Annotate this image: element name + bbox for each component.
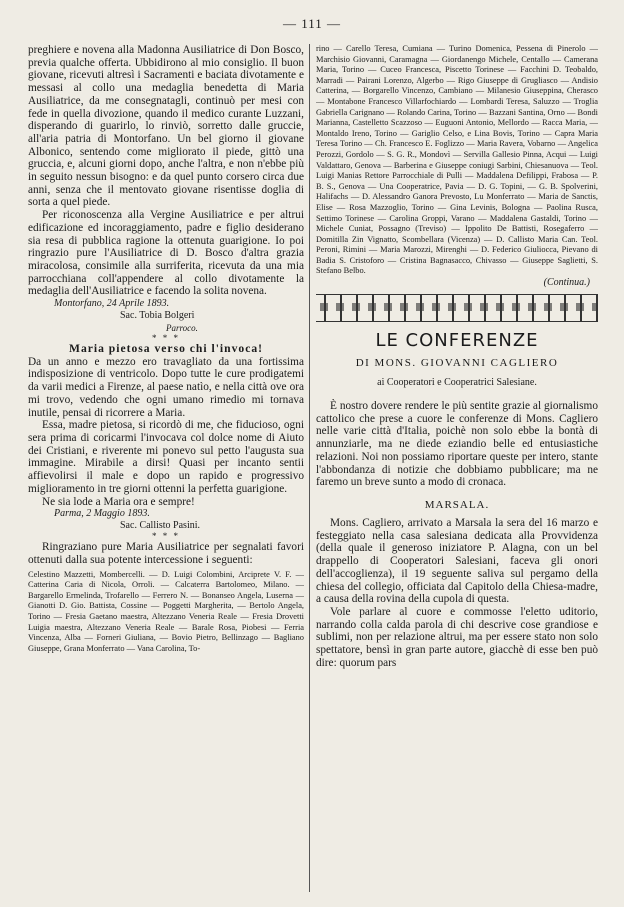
paragraph: Ne sia lode a Maria ora e sempre! — [42, 495, 195, 508]
separator-stars: * * * — [152, 531, 180, 542]
names-list: Celestino Mazzetti, Mombercelli. — D. Luigi Colombini, Arciprete V. F. — Catterina Caria di Nicola, Orroli. — Calcaterra Bartolomeo, Milano. — Bargarello Ermelinda, Trofarello — Ferrero N. — Bonanseo Angela, Luserna — Gianotti D. Gio. Battista, Cossine — Poggetti Margherita, — Bertolo Angela, Torino — Fresia Gaetano maestra, Altezzano Veneria Reale — Fresia Drovetti Luigia maestra, Altezzano Veneria Reale — Barale Rosa, Piobesi — Ferria Vincenza, Alba — Forneri Giuliana, — Bovio Pietro, Bellinzago — Bagliano Giuseppe, Grana Monferrato — Vana Carolina, To- — [28, 569, 304, 653]
paragraph: Da un anno e mezzo ero travagliato da una fortissima indisposizione di ventricolo. Dopo tutte le cure prodigatemi da varii medici a Firenze, al paese natìo, e nella città ove ora mi trovo, vedendo che ogni umano rimedio mi tornava inutile, pensai di ricorrere a Maria. — [28, 355, 304, 419]
dateline: Montorfano, 24 Aprile 1893. — [54, 298, 170, 310]
paragraph: preghiere e novena alla Madonna Ausiliatrice di Don Bosco, previa qualche offerta. Ubbidirono al mio consiglio. Il buon giovane, ricevuti altresì i Sacramenti e baciata divotamente e messasi al collo una medaglia benedetta di Maria Ausiliatrice, da me consegnatagli, continuò per mesi con fede in quella divozione, quando il medico curante Luzzani, disperando di guarirlo, lo rinviò, sorretto dalle gruccie, all'aria patria di Montorfano. Un bel giorno il giovane Albonico, sentendo come migliorato il piede, gittò una gruccia, e, alcuni giorni dopo, anche l'altra, e non n'ebbe più in seguito nessun bisogno: e da quel punto corsero circa due anni, senza che il mentovato giovane risentisse doglia di sorta a quel piede. — [28, 44, 304, 209]
paragraph: Essa, madre pietosa, si ricordò di me, che fiducioso, ogni sera prima di coricarmi l'invocava col dolce nome di Aiuto dei Cristiani, e riverente mi ponevo sul petto l'augusta sua immagine. Mirabile a dirsi! Quasi per incanto sentii affievolirsi il male e dopo un rapido e progressivo miglioramento in tre giorni ottenni la perfetta guarigione. — [28, 419, 304, 495]
right-column — [316, 44, 598, 669]
paragraph: È nostro dovere rendere le più sentite grazie al giornalismo cattolico che prese a cuore le conferenze di Mons. Cagliero nelle varie città d'Italia, poichè non solo ebbe la bontà di annunziarle, ma ne diede eziandio belle ed entusiastiche relazioni. Noi non possiamo riportare queste per intero, stante l'abbondanza di notizie che dobbiamo pubblicare; ma ne faremo un breve sunto a modo di cronaca. — [316, 400, 598, 489]
separator-stars: * * * — [152, 333, 180, 344]
article-author: DI MONS. GIOVANNI CAGLIERO — [355, 357, 559, 370]
continued-note: (Continua.) — [543, 277, 590, 289]
section-heading: Maria pietosa verso chi l'invoca! — [69, 342, 263, 356]
signature-role: Parroco. — [166, 323, 198, 334]
decorative-border — [316, 294, 598, 322]
section-heading: MARSALA. — [424, 498, 490, 511]
paragraph: Mons. Cagliero, arrivato a Marsala la sera del 16 marzo e festeggiato nella casa salesiana dedicata alla Provvidenza (della quale il generoso iniziatore P. Alagna, con un bel drappello di Cooperatori Salesiani, faceva gli onori dell'accoglienza), il 19 seguente saliva sul pergamo della chiesa del collegio, officiata dal Capitolo della Chiesa-madre, a causa della rovina della cupola di questa. — [316, 516, 598, 606]
signature: Sac. Callisto Pasini. — [120, 520, 200, 532]
paragraph: Per riconoscenza alla Vergine Ausiliatrice e per altrui edificazione ed incoraggiamento, padre e figlio desiderano sia resa di pubblica ragione la ottenuta guarigione. Io poi ringrazio pure l'Ausiliatrice di D. Bosco d'altra grazia miracolosa, consimile alla surriferita, ricevuta da una mia parrocchiana coll'appendere al collo divotamente la medaglia dell'Ausiliatrice e facendo la solita novena. — [28, 209, 304, 298]
dateline: Parma, 2 Maggio 1893. — [54, 508, 150, 520]
article-title: LE CONFERENZE — [375, 330, 539, 352]
article-subtitle: ai Cooperatori e Cooperatrici Salesiane. — [377, 377, 537, 389]
paragraph: Ringraziano pure Maria Ausiliatrice per segnalati favori ottenuti dalla sua potente intercessione i seguenti: — [28, 541, 304, 566]
left-column — [28, 44, 304, 654]
page-number: — 111 — — [282, 16, 342, 31]
signature: Sac. Tobia Bolgeri — [120, 310, 195, 322]
names-list: rino — Carello Teresa, Cumiana — Turino Domenica, Pessena di Pinerolo — Marchisio Giovanni, Caramagna — Giordanengo Michele, Centallo — Camerana Maria, Torino — Cuceo Francesca, Piscetto Torinese — Facchini D. Teobaldo, Marradi — Pairani Lorenzo, Algerbo — Rigo Giuseppe di Grugliasco — Andisio Catterina, — Borgarello Vincenzo, Cambiano — Milanesio Giuseppina, Cherasco — Montabone Francesco Villarfochiardo — Lombardi Teresa, Saluzzo — Troglia Gabriella Carignano — Rolando Carina, Torino — Bazzani Santina, Orno — Bondi Marianna, Castelletto Scazzoso — Euguoni Antonio, Mellordo — Racca Maria, — Montaldo Ireno, Torino — Gariglio Celso, e Lina Bovis, Torino — Capra Maria Teresa Torino — Ch. Francesco E. Foglizzo — Maria Ravera, Vobarno — Angelica Perozzi, Gordolo — S. G. R., Mondovì — Servilla Gallesio Pinna, Acqui — Luigi Valdattaro, Genova — Barberina e Giuseppe coniugi Sarbini, Chiesanuova — Teol. Luigi Manias Rettore Parrocchiale di Pulli — Maddalena Defilippi, Frabosa — P. B. S., Genova — Una Cooperatrice, Pavia — D. G. Topini, — G. B. Spolverini, Halifachs — D. Alessandro Ganora Prevosto, Lu Monferrato — Maria de Sanctis, Elise — Rosa Mazzoglio, Torino — Gina Levinis, Bologna — Paolina Rusca, Settimo Torinese — Carolina Groppi, Varano — Maddalena Gastaldi, Torino — Michele Cuniat, Possagno (Treviso) — Ippolito De Battisti, Rosegaferro — Domitilla Zin Vignatto, Scombellara (Vicenza) — D. Callisto Maria Can. Teol. Peroni, Rimini — Maria Marozzi, Mirenghi — D. Federico Giuliocca, Pievano di Badia S. Cristoforo — Cristina Bagnasacco, Chivasso — Giuseppe Saglietti, S. Stefano Belbo. — [316, 44, 598, 276]
paragraph: Vole parlare al cuore e commosse l'eletto uditorio, narrando colla calda parola di chi descrive cose grandiose e sublimi, non per relazione altrui, ma per essere stato non solo spettatore, bensì in gran parte autore, giacchè di esse ben può dire: quorum pars — [316, 605, 598, 669]
column-divider — [309, 44, 310, 892]
